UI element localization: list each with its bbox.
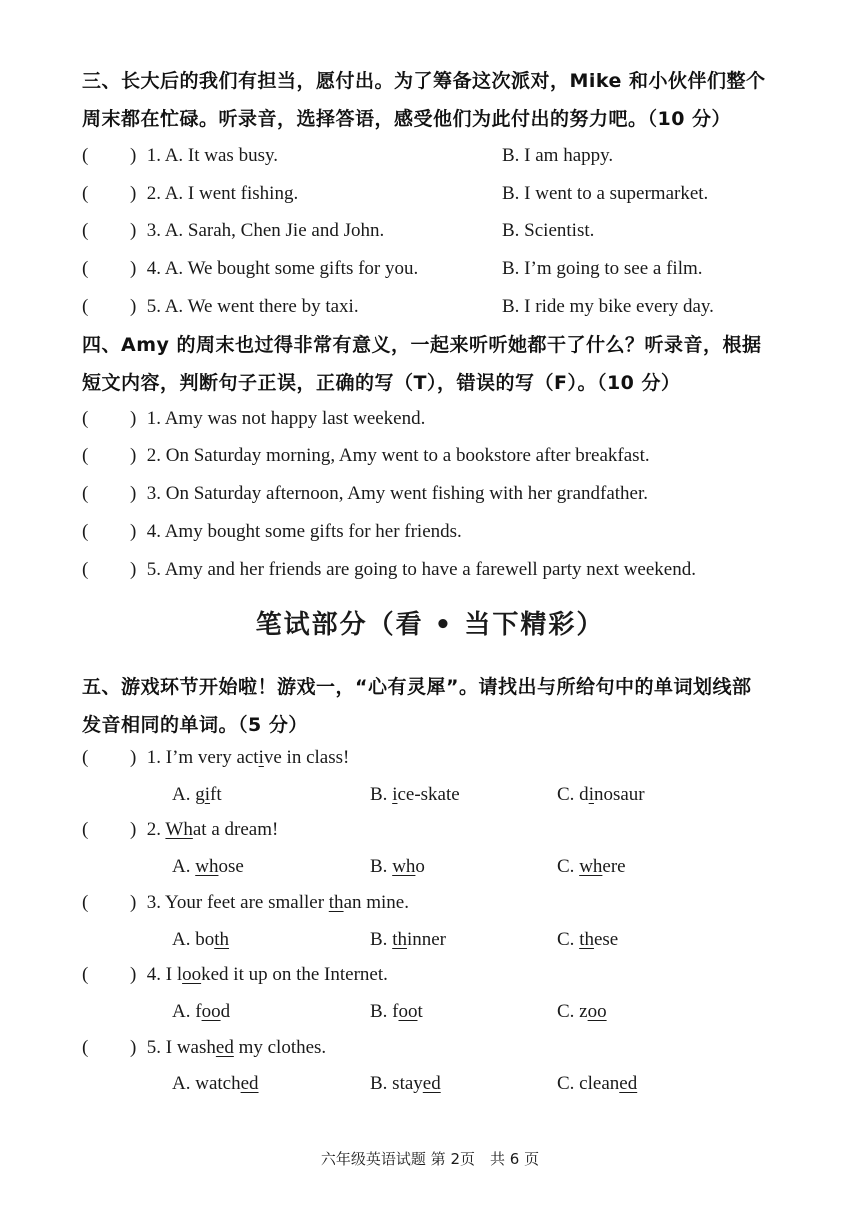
answer-paren-open: ( <box>82 892 89 913</box>
answer-paren-open: ( <box>82 964 89 985</box>
s5-q1-option-a: A. gift <box>172 784 222 805</box>
answer-paren-open: ( <box>82 220 89 241</box>
s5-question-5 <box>82 1033 326 1063</box>
answer-paren-close: ) <box>130 892 137 913</box>
s5-q3-option-c: C. these <box>557 929 619 950</box>
answer-paren-close: ) <box>130 559 137 580</box>
s5-q4-option-b: B. foot <box>370 1001 423 1022</box>
answer-paren-open: ( <box>82 445 89 466</box>
answer-paren-close: ) <box>130 296 137 317</box>
answer-paren-open: ( <box>82 296 89 317</box>
question-text-post: at a dream! <box>192 819 279 840</box>
question-underlined-part: Wh <box>165 819 193 840</box>
answer-paren-open: ( <box>82 1037 89 1058</box>
answer-paren-open: ( <box>82 483 89 504</box>
question-text-post: ked it up on the Internet. <box>201 964 388 985</box>
question-text-pre: 3. Your feet are smaller <box>146 892 329 913</box>
s5-question-3 <box>82 888 409 918</box>
statement-text: 1. Amy was not happy last weekend. <box>146 408 426 429</box>
s3-item-5 <box>82 292 714 322</box>
question-underlined-part: i <box>258 747 264 768</box>
section-5-heading-line2: 发音相同的单词。（5 分） <box>82 714 308 736</box>
option-b: B. I ride my bike every day. <box>502 296 714 317</box>
question-text-pre: 2. <box>146 819 166 840</box>
option-b: B. Scientist. <box>502 220 595 241</box>
s4-item-1 <box>82 404 425 434</box>
s5-q5-option-a: A. watched <box>172 1073 259 1094</box>
question-text-post: an mine. <box>343 892 409 913</box>
s5-q3-option-a: A. both <box>172 929 230 950</box>
answer-paren-close: ) <box>130 521 137 542</box>
s4-item-5 <box>82 555 696 585</box>
option-a: 4. A. We bought some gifts for you. <box>146 258 419 279</box>
s5-question-1 <box>82 743 349 773</box>
answer-paren-open: ( <box>82 258 89 279</box>
question-text-pre: 4. I l <box>146 964 183 985</box>
s5-q4-option-a: A. food <box>172 1001 231 1022</box>
s5-q2-option-a: A. whose <box>172 856 244 877</box>
statement-text: 4. Amy bought some gifts for her friends. <box>146 521 462 542</box>
question-underlined-part: ed <box>215 1037 234 1058</box>
page-footer: 六年级英语试题 第 2页 共 6 页 <box>320 1150 540 1168</box>
s5-q4-option-c: C. zoo <box>557 1001 607 1022</box>
section-5-heading <box>82 668 802 744</box>
question-text-post: my clothes. <box>233 1037 327 1058</box>
section-3-heading <box>82 62 802 138</box>
s3-item-4 <box>82 254 703 284</box>
answer-paren-open: ( <box>82 408 89 429</box>
answer-paren-open: ( <box>82 819 89 840</box>
statement-text: 2. On Saturday morning, Amy went to a bookstore after breakfast. <box>146 445 650 466</box>
answer-paren-close: ) <box>130 258 137 279</box>
written-part-title: 笔试部分（看 • 当下精彩） <box>255 610 605 640</box>
s5-q2-option-b: B. who <box>370 856 425 877</box>
section-5-heading-line1: 五、游戏环节开始啦！游戏一，“心有灵犀”。请找出与所给句中的单词划线部 <box>82 676 752 698</box>
question-text-pre: 1. I’m very act <box>146 747 259 768</box>
question-text-post: ve in class! <box>263 747 350 768</box>
statement-text: 3. On Saturday afternoon, Amy went fishing with her grandfather. <box>146 483 649 504</box>
statement-text: 5. Amy and her friends are going to have a farewell party next weekend. <box>146 559 696 580</box>
option-b: B. I went to a supermarket. <box>502 183 709 204</box>
section-4-heading-line1: 四、Amy 的周末也过得非常有意义，一起来听听她都干了什么？听录音，根据 <box>82 334 762 356</box>
option-b: B. I’m going to see a film. <box>502 258 703 279</box>
answer-paren-close: ) <box>130 819 137 840</box>
answer-paren-open: ( <box>82 747 89 768</box>
s5-q3-option-b: B. thinner <box>370 929 447 950</box>
answer-paren-open: ( <box>82 559 89 580</box>
answer-paren-close: ) <box>130 145 137 166</box>
answer-paren-open: ( <box>82 145 89 166</box>
option-a: 2. A. I went fishing. <box>146 183 299 204</box>
answer-paren-open: ( <box>82 521 89 542</box>
s5-q5-option-c: C. cleaned <box>557 1073 638 1094</box>
section-3-heading-line2: 周末都在忙碌。听录音，选择答语，感受他们为此付出的努力吧。（10 分） <box>82 108 732 130</box>
question-text-pre: 5. I wash <box>146 1037 216 1058</box>
section-3-heading-line1: 三、长大后的我们有担当，愿付出。为了筹备这次派对，Mike 和小伙伴们整个 <box>82 70 766 92</box>
option-a: 3. A. Sarah, Chen Jie and John. <box>146 220 385 241</box>
s3-item-3 <box>82 216 595 246</box>
s5-q5-option-b: B. stayed <box>370 1073 441 1094</box>
s5-q1-option-c: C. dinosaur <box>557 784 645 805</box>
s5-q1-option-b: B. ice-skate <box>370 784 460 805</box>
answer-paren-close: ) <box>130 220 137 241</box>
section-4-heading <box>82 326 802 402</box>
s4-item-3 <box>82 479 648 509</box>
answer-paren-close: ) <box>130 747 137 768</box>
option-b: B. I am happy. <box>502 145 614 166</box>
answer-paren-close: ) <box>130 1037 137 1058</box>
s3-item-2 <box>82 179 709 209</box>
answer-paren-close: ) <box>130 483 137 504</box>
answer-paren-close: ) <box>130 408 137 429</box>
answer-paren-close: ) <box>130 964 137 985</box>
s4-item-4 <box>82 517 462 547</box>
s5-question-2 <box>82 815 278 845</box>
answer-paren-close: ) <box>130 445 137 466</box>
option-a: 1. A. It was busy. <box>146 145 278 166</box>
option-a: 5. A. We went there by taxi. <box>146 296 359 317</box>
s4-item-2 <box>82 441 650 471</box>
s3-item-1 <box>82 141 614 171</box>
s5-q2-option-c: C. where <box>557 856 626 877</box>
question-underlined-part: th <box>328 892 344 913</box>
answer-paren-open: ( <box>82 183 89 204</box>
s5-question-4 <box>82 960 388 990</box>
section-4-heading-line2: 短文内容，判断句子正误，正确的写（T），错误的写（F）。（10 分） <box>82 372 681 394</box>
question-underlined-part: oo <box>182 964 202 985</box>
answer-paren-close: ) <box>130 183 137 204</box>
